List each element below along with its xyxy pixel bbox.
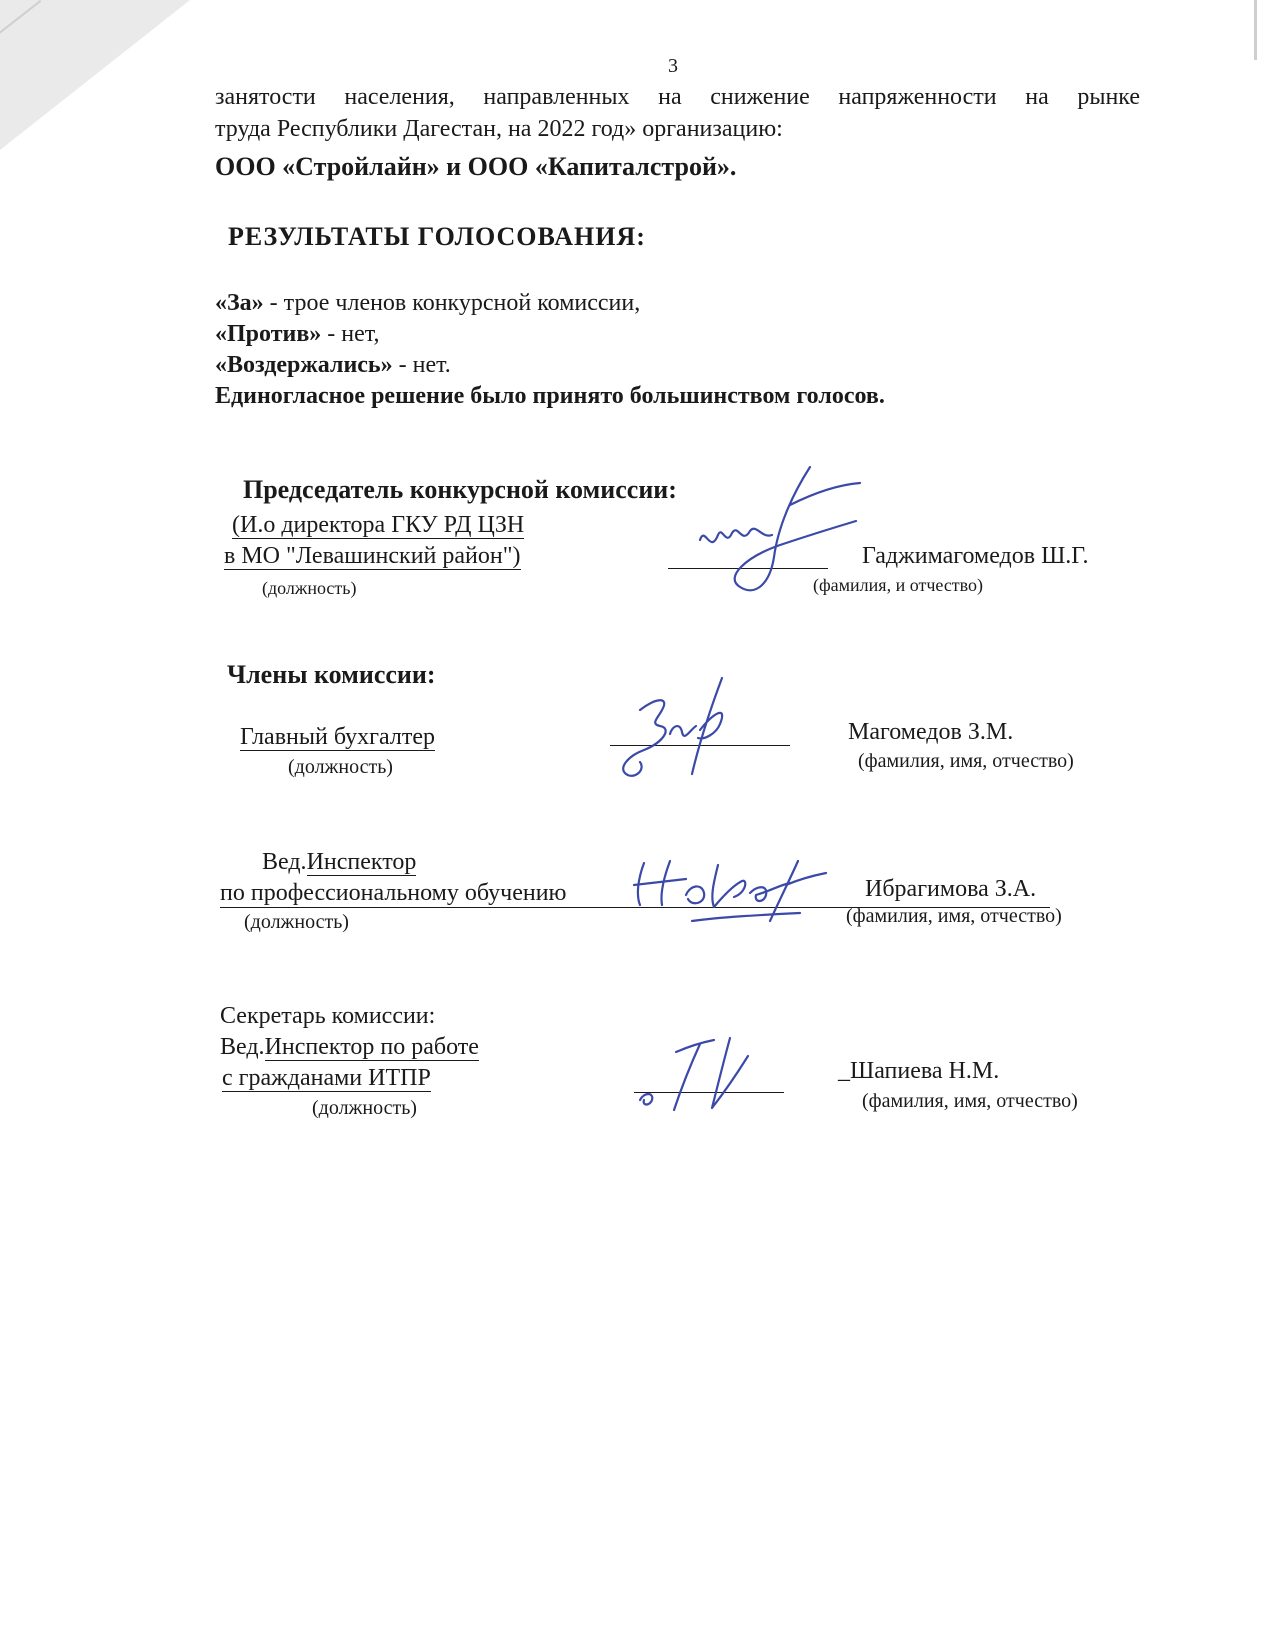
secretary-heading: Секретарь комиссии:: [220, 1003, 436, 1029]
member1-position-caption: (должность): [288, 756, 393, 778]
page-number: 3: [668, 55, 678, 77]
member1-signature: [600, 670, 760, 795]
vote-for-label: «За»: [215, 290, 264, 316]
chairman-name: Гаджимагомедов Ш.Г.: [862, 543, 1089, 569]
vote-against-text: - нет,: [321, 321, 380, 347]
intro-line-2: труда Республики Дагестан, на 2022 год» организацию:: [215, 116, 783, 142]
chairman-position-line-2: [224, 543, 521, 570]
members-heading: Члены комиссии:: [227, 660, 436, 689]
chairman-heading: Председатель конкурсной комиссии:: [243, 475, 677, 504]
member1-position-text: Главный бухгалтер: [240, 724, 435, 750]
member2-name: Ибрагимова З.А.: [865, 876, 1037, 902]
member2-position-line-1: [262, 849, 416, 876]
vote-for-text: - трое членов конкурсной комиссии,: [263, 290, 641, 316]
secretary-position-main: Инспектор по работе: [264, 1034, 479, 1060]
member1-name: Магомедов З.М.: [848, 719, 1014, 745]
secretary-position-line-2-text: с гражданами ИТПР: [222, 1065, 431, 1091]
scan-corner-fold: [0, 0, 190, 150]
chairman-position-line-1-text: (И.о директора ГКУ РД ЦЗН: [232, 512, 525, 538]
chairman-position-caption: (должность): [262, 578, 357, 598]
member1-name-caption: (фамилия, имя, отчество): [858, 750, 1074, 772]
member2-position-caption: (должность): [244, 911, 349, 933]
secretary-position-line-1: [220, 1034, 479, 1061]
member2-name-caption: (фамилия, имя, отчество): [846, 905, 1062, 927]
member1-position: [240, 724, 435, 751]
member2-position-line-2-text: по профессиональному обучению: [220, 880, 567, 906]
selected-organizations: ООО «Стройлайн» и ООО «Капиталстрой».: [215, 152, 737, 181]
chairman-name-caption: (фамилия, и отчество): [813, 575, 984, 595]
vote-against-label: «Против»: [215, 321, 322, 347]
vote-abstain-text: - нет.: [392, 352, 451, 378]
secretary-position-prefix: Вед.: [220, 1034, 265, 1060]
secretary-signature: [630, 1030, 770, 1135]
secretary-name-caption: (фамилия, имя, отчество): [862, 1090, 1078, 1112]
secretary-position-caption: (должность): [312, 1097, 417, 1119]
vote-abstain: [215, 352, 451, 379]
member2-position-prefix: Вед.: [262, 849, 307, 875]
vote-conclusion: Единогласное решение было принято большинством голосов.: [215, 383, 885, 409]
member2-signature: [630, 855, 830, 940]
chairman-position-line-2-text: в МО "Левашинский район"): [224, 543, 521, 569]
vote-abstain-label: «Воздержались»: [215, 352, 393, 378]
vote-for: [215, 290, 640, 317]
chairman-position-line-1: [232, 512, 524, 539]
intro-line-1: занятости населения, направленных на снижение напряженности на рынке: [215, 84, 1140, 110]
secretary-position-line-2: [222, 1065, 431, 1092]
scan-edge-mark: [1254, 0, 1257, 60]
vote-against: [215, 321, 379, 348]
results-heading: РЕЗУЛЬТАТЫ ГОЛОСОВАНИЯ:: [228, 222, 646, 251]
member2-position-main: Инспектор: [306, 849, 417, 875]
secretary-name: _Шапиева Н.М.: [838, 1058, 1000, 1084]
